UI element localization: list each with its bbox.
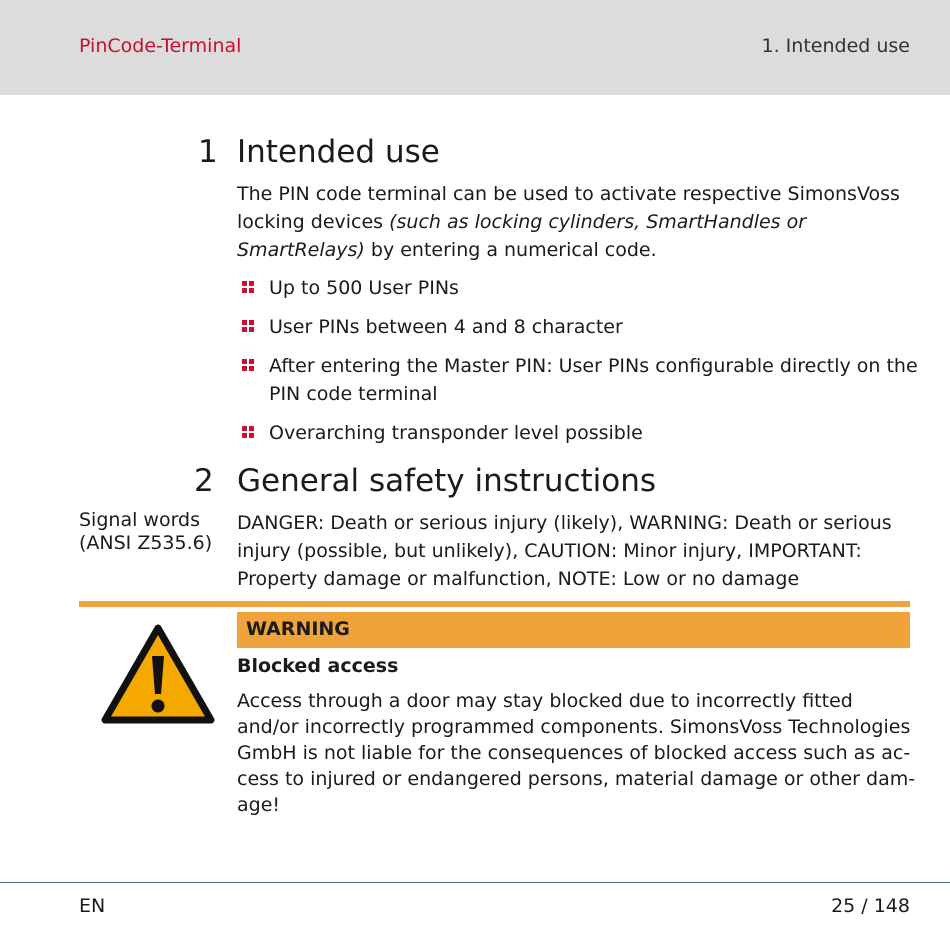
section-1-title: Intended use bbox=[237, 134, 440, 170]
list-item bbox=[240, 274, 920, 302]
section-1-intro bbox=[237, 180, 917, 264]
page-header bbox=[0, 0, 950, 95]
signal-words-label: Signal words (ANSI Z535.6) bbox=[79, 509, 213, 554]
footer-divider bbox=[0, 882, 950, 883]
signal-words-text: DANGER: Death or serious injury (likely), WARNING: Death or serious injury (possible, but unlikely), CAUTION: Minor injury, IMPORTANT: Property damage or malfunction, NOTE: Low or no damage bbox=[237, 512, 892, 590]
list-item bbox=[240, 419, 920, 447]
bullet-squares-icon bbox=[242, 359, 255, 372]
section-2-title: General safety instructions bbox=[237, 463, 657, 499]
warning-title: Blocked access bbox=[237, 655, 399, 677]
intro-text-part2: by entering a numerical code. bbox=[364, 239, 657, 261]
header-section-title: 1. Intended use bbox=[761, 35, 910, 57]
warning-label: WARNING bbox=[246, 618, 350, 640]
page-number: 25 / 148 bbox=[831, 895, 910, 917]
list-item bbox=[240, 313, 920, 341]
header-brand: PinCode-Terminal bbox=[79, 35, 242, 57]
warning-triangle-icon bbox=[101, 624, 215, 724]
section-2-number: 2 bbox=[194, 463, 214, 499]
feature-list bbox=[240, 274, 920, 458]
list-item-text: After entering the Master PIN: User PINs configurable directly on the PIN code terminal bbox=[269, 355, 918, 405]
bullet-squares-icon bbox=[242, 426, 255, 439]
bullet-squares-icon bbox=[242, 281, 255, 294]
warning-text: Access through a door may stay blocked due to incorrectly fitted and/or incorrectly programmed components. SimonsVoss Technologies GmbH is not liable for the consequences of blocked access such as ac-cess to injured or endangered persons, material damage or other dam-age! bbox=[237, 690, 916, 816]
list-item bbox=[240, 352, 920, 408]
list-item-text: Up to 500 User PINs bbox=[269, 277, 459, 299]
list-item-text: User PINs between 4 and 8 character bbox=[269, 316, 623, 338]
intro-text-part1: The PIN code terminal can be used to activate respective SimonsVoss locking devices bbox=[237, 183, 900, 233]
list-item-text: Overarching transponder level possible bbox=[269, 422, 643, 444]
warning-divider bbox=[79, 601, 910, 607]
warning-banner bbox=[237, 612, 910, 648]
bullet-squares-icon bbox=[242, 320, 255, 333]
section-1-number: 1 bbox=[198, 134, 218, 170]
footer-language: EN bbox=[79, 895, 106, 917]
intro-text-italic: (such as locking cylinders, SmartHandles or SmartRelays) bbox=[237, 211, 807, 261]
